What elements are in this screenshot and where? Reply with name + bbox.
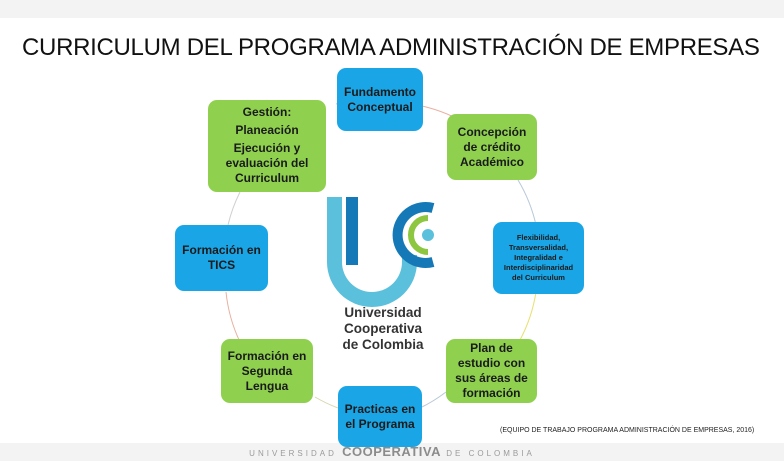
ring-arc [420, 392, 446, 408]
footer-left: UNIVERSIDAD [249, 449, 337, 458]
node-gestion [208, 100, 326, 192]
ring-arc [520, 292, 536, 340]
node-line: de crédito [463, 139, 521, 154]
node-line: Transversalidad, [508, 243, 569, 252]
node-line: estudio con [457, 356, 526, 370]
node-line: Conceptual [347, 99, 413, 114]
node-line: Formación en [227, 348, 307, 363]
university-logo-mark [327, 197, 434, 307]
node-line: Lengua [245, 378, 289, 393]
node-line: Integralidad e [514, 253, 563, 262]
logo-line: Universidad Cooperativa [343, 305, 423, 336]
footer-branding [0, 444, 784, 459]
page-title: CURRICULUM DEL PROGRAMA ADMINISTRACIÓN DE EMPRESAS [22, 34, 760, 61]
ring-arc [228, 192, 240, 225]
node-line: Interdisciplinaridad [503, 263, 574, 272]
node-line: Planeación [235, 123, 299, 137]
footer-middle: COOPERATIVA [342, 444, 442, 459]
footer-right: DE COLOMBIA [446, 449, 535, 458]
node-line: Segunda [241, 363, 293, 378]
node-line: Plan de [470, 341, 513, 355]
node-line: sus áreas de [455, 371, 528, 385]
logo-u-inner [346, 197, 358, 265]
node-concepcion-credito [447, 114, 537, 180]
node-plan-estudio [446, 339, 537, 403]
node-practicas [338, 386, 422, 447]
node-line: Fundamento [344, 84, 416, 99]
logo-line: de Colombia [342, 337, 424, 352]
node-line: Concepción [457, 124, 527, 139]
node-segunda-lengua [221, 339, 313, 403]
node-line: el Programa [345, 416, 415, 431]
node-line: Gestión: [242, 105, 292, 119]
source-caption: (EQUIPO DE TRABAJO PROGRAMA ADMINISTRACIÓN DE EMPRESAS, 2016) [500, 427, 755, 434]
ring-arc [226, 292, 240, 342]
node-line: Académico [459, 154, 525, 169]
node-line: TICS [207, 258, 236, 272]
node-line: del Curriculum [512, 273, 565, 282]
node-flexibilidad [493, 222, 584, 294]
node-line: Ejecución y evaluación del Curriculum [225, 141, 309, 185]
node-formacion-tics [175, 225, 268, 291]
ring-arc [315, 397, 338, 408]
ring-arc [518, 180, 536, 225]
node-line: Flexibilidad, [516, 233, 561, 242]
node-line: Formación en [182, 243, 261, 257]
university-logo-text [309, 305, 457, 353]
node-line: Practicas en [344, 401, 416, 416]
logo-dot [422, 229, 434, 241]
node-fundamento-conceptual [337, 68, 423, 131]
node-line: formación [462, 386, 521, 400]
